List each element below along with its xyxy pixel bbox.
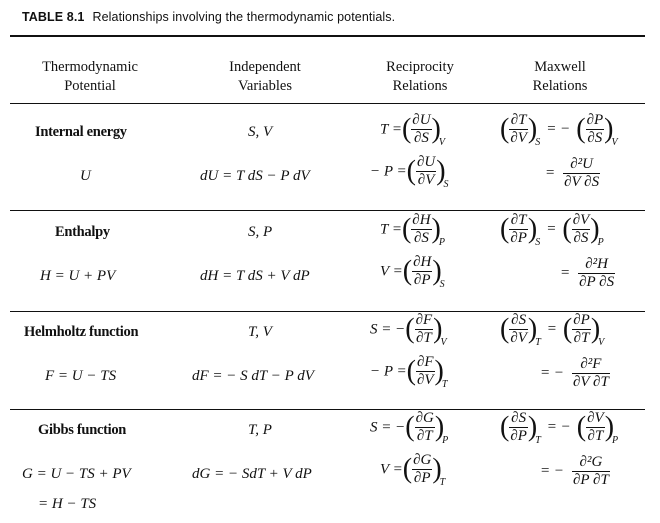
- header-variables: Independent Variables: [229, 59, 301, 94]
- maxwell-equals: = −: [546, 121, 571, 138]
- independent-variables: S, P: [248, 224, 273, 240]
- subscript: T: [535, 336, 541, 348]
- subscript: T: [535, 434, 541, 446]
- left-paren: (: [406, 155, 416, 187]
- numerator: ∂F: [416, 354, 434, 370]
- right-paren: ): [434, 355, 444, 387]
- denominator: ∂P: [413, 470, 431, 486]
- fraction: [416, 154, 436, 189]
- subscript: S: [439, 278, 445, 290]
- maxwell-lhs-derivative: [500, 312, 541, 348]
- subscript: V: [611, 136, 618, 148]
- fraction: [572, 312, 591, 347]
- denominator: ∂T: [416, 428, 433, 444]
- right-paren: ): [436, 155, 446, 187]
- reciprocity-relation: [380, 112, 445, 148]
- reciprocity-lhs: S = −: [370, 419, 406, 436]
- maxwell-rhs-derivative: [576, 112, 618, 148]
- subscript: V: [440, 336, 447, 348]
- reciprocity-derivative: [402, 452, 446, 488]
- maxwell-equals: =: [546, 221, 557, 238]
- fraction: [509, 312, 528, 347]
- reciprocity-derivative: [401, 112, 445, 148]
- subscript: V: [438, 136, 445, 148]
- reciprocity-derivative: [405, 312, 447, 348]
- subscript: P: [442, 434, 449, 446]
- fraction: [415, 312, 434, 347]
- reciprocity-lhs: − P =: [370, 163, 407, 180]
- denominator: ∂V: [510, 130, 527, 146]
- denominator: ∂V: [510, 330, 527, 346]
- reciprocity-relation: [370, 154, 449, 190]
- numerator: ∂²H: [578, 256, 615, 274]
- left-paren: (: [500, 113, 510, 145]
- right-paren: ): [590, 213, 600, 245]
- reciprocity-relation: [370, 354, 447, 390]
- left-paren: (: [500, 313, 510, 345]
- reciprocity-lhs: T =: [380, 221, 402, 238]
- denominator: ∂V ∂T: [573, 374, 609, 390]
- left-paren: (: [576, 113, 586, 145]
- reciprocity-relation: [380, 452, 445, 488]
- maxwell-equals: =: [560, 265, 571, 281]
- left-paren: (: [401, 113, 412, 145]
- maxwell-lhs-derivative: [500, 112, 541, 148]
- left-paren: (: [562, 313, 573, 345]
- fraction: [509, 212, 528, 247]
- reciprocity-relation: [380, 212, 445, 248]
- reciprocity-derivative: [406, 154, 449, 190]
- maxwell-equals: =: [546, 321, 557, 338]
- maxwell-rhs-derivative: [576, 410, 619, 446]
- right-paren: ): [433, 313, 443, 345]
- subscript: S: [535, 136, 541, 148]
- denominator: ∂S: [413, 230, 429, 246]
- numerator: ∂S: [511, 312, 527, 328]
- fraction: [509, 112, 528, 147]
- numerator: ∂F: [415, 312, 433, 328]
- maxwell-rhs-derivative: [562, 212, 604, 248]
- subscript: P: [597, 236, 604, 248]
- reciprocity-relation: [370, 312, 447, 348]
- subscript: S: [443, 178, 449, 190]
- denominator: ∂S: [587, 130, 603, 146]
- potential-symbol: F = U − TS: [45, 368, 117, 384]
- header-maxwell: Maxwell Relations: [532, 59, 588, 94]
- numerator: ∂U: [416, 154, 436, 170]
- reciprocity-derivative: [406, 354, 448, 390]
- fraction: [411, 112, 431, 147]
- independent-variables: T, V: [248, 324, 272, 340]
- potential-symbol: U: [80, 168, 91, 184]
- differential-relation: dU = T dS − P dV: [200, 168, 310, 184]
- fraction: [412, 254, 432, 289]
- numerator: ∂²F: [572, 356, 610, 374]
- second-derivative: [572, 356, 610, 391]
- potential-name: Gibbs function: [38, 422, 127, 438]
- subscript: S: [535, 236, 541, 248]
- fraction: [412, 452, 432, 487]
- subscript: T: [441, 378, 448, 390]
- numerator: ∂V: [572, 212, 590, 228]
- second-derivative: [572, 454, 610, 489]
- left-paren: (: [562, 213, 572, 245]
- denominator: ∂T: [573, 330, 590, 346]
- top-rule: [10, 35, 645, 37]
- table-caption: [22, 10, 395, 24]
- second-derivative-relation: [545, 156, 600, 191]
- second-derivative: [563, 156, 600, 191]
- reciprocity-lhs: − P =: [370, 363, 407, 380]
- maxwell-equals: = −: [540, 365, 564, 381]
- subscript: P: [438, 236, 445, 248]
- denominator: ∂V ∂S: [564, 174, 600, 190]
- denominator: ∂S: [413, 130, 429, 146]
- maxwell-equals: = −: [546, 419, 571, 436]
- left-paren: (: [402, 255, 413, 287]
- reciprocity-lhs: V =: [380, 263, 403, 280]
- maxwell-relation: [500, 212, 604, 248]
- denominator: ∂P ∂S: [579, 274, 615, 290]
- fraction: [416, 354, 435, 389]
- reciprocity-lhs: V =: [380, 461, 403, 478]
- potential-symbol: G = U − TS + PV: [22, 466, 131, 482]
- numerator: ∂²U: [563, 156, 600, 174]
- denominator: ∂S: [573, 230, 589, 246]
- reciprocity-lhs: T =: [380, 121, 402, 138]
- potential-name: Internal energy: [35, 124, 127, 140]
- fraction: [411, 212, 431, 247]
- numerator: ∂G: [413, 452, 432, 468]
- second-derivative: [578, 256, 615, 291]
- left-paren: (: [500, 411, 510, 443]
- left-paren: (: [405, 411, 415, 443]
- differential-relation: dG = − SdT + V dP: [192, 466, 312, 482]
- numerator: ∂G: [415, 410, 434, 426]
- potential-symbol-cont: = H − TS: [38, 496, 97, 512]
- differential-relation: dH = T dS + V dP: [200, 268, 310, 284]
- right-paren: ): [431, 113, 441, 145]
- reciprocity-relation: [370, 410, 448, 446]
- differential-relation: dF = − S dT − P dV: [192, 368, 314, 384]
- right-paren: ): [527, 313, 538, 345]
- right-paren: ): [432, 255, 442, 287]
- table-title: Relationships involving the thermodynamic potentials.: [92, 10, 396, 24]
- right-paren: ): [527, 411, 538, 443]
- subscript: V: [598, 336, 605, 348]
- numerator: ∂S: [511, 410, 527, 426]
- header-rule: [10, 103, 645, 104]
- reciprocity-derivative: [405, 410, 449, 446]
- numerator: ∂P: [573, 312, 590, 328]
- maxwell-lhs-derivative: [500, 410, 541, 446]
- right-paren: ): [527, 113, 538, 145]
- fraction: [572, 212, 591, 247]
- maxwell-relation: [500, 410, 618, 446]
- reciprocity-lhs: S = −: [370, 321, 406, 338]
- subscript: P: [612, 434, 619, 446]
- right-paren: ): [431, 213, 441, 245]
- right-paren: ): [434, 411, 445, 443]
- denominator: ∂V: [417, 172, 435, 188]
- fraction: [586, 410, 605, 445]
- row-divider: [10, 210, 645, 211]
- second-derivative-relation: [540, 356, 610, 391]
- maxwell-equals: = −: [540, 463, 564, 479]
- reciprocity-derivative: [401, 212, 445, 248]
- denominator: ∂P: [510, 230, 527, 246]
- numerator: ∂H: [413, 254, 432, 270]
- right-paren: ): [604, 411, 615, 443]
- table-label: TABLE 8.1: [22, 10, 85, 24]
- fraction: [509, 410, 528, 445]
- independent-variables: T, P: [248, 422, 272, 438]
- numerator: ∂V: [587, 410, 604, 426]
- denominator: ∂T: [415, 330, 432, 346]
- denominator: ∂P: [413, 272, 431, 288]
- numerator: ∂T: [510, 112, 527, 128]
- maxwell-equals: =: [545, 165, 556, 181]
- potential-name: Helmholtz function: [24, 324, 139, 340]
- denominator: ∂T: [587, 428, 604, 444]
- reciprocity-derivative: [402, 254, 445, 290]
- left-paren: (: [406, 355, 416, 387]
- right-paren: ): [527, 213, 538, 245]
- left-paren: (: [401, 213, 412, 245]
- denominator: ∂P ∂T: [573, 472, 609, 488]
- left-paren: (: [402, 453, 413, 485]
- numerator: ∂²G: [572, 454, 610, 472]
- potential-name: Enthalpy: [55, 224, 110, 240]
- fraction: [415, 410, 435, 445]
- header-reciprocity: Reciprocity Relations: [386, 59, 454, 94]
- independent-variables: S, V: [248, 124, 273, 140]
- numerator: ∂P: [586, 112, 604, 128]
- reciprocity-relation: [380, 254, 445, 290]
- numerator: ∂T: [510, 212, 527, 228]
- denominator: ∂V: [416, 372, 434, 388]
- left-paren: (: [405, 313, 415, 345]
- fraction: [586, 112, 605, 147]
- maxwell-lhs-derivative: [500, 212, 541, 248]
- left-paren: (: [576, 411, 587, 443]
- right-paren: ): [432, 453, 442, 485]
- left-paren: (: [500, 213, 510, 245]
- maxwell-rhs-derivative: [562, 312, 605, 348]
- second-derivative-relation: [540, 454, 610, 489]
- header-potential: Thermodynamic Potential: [42, 59, 138, 94]
- right-paren: ): [590, 313, 601, 345]
- potential-symbol: H = U + PV: [40, 268, 116, 284]
- numerator: ∂U: [412, 112, 431, 128]
- numerator: ∂H: [412, 212, 431, 228]
- right-paren: ): [604, 113, 614, 145]
- denominator: ∂P: [510, 428, 527, 444]
- maxwell-relation: [500, 312, 604, 348]
- second-derivative-relation: [560, 256, 615, 291]
- subscript: T: [439, 476, 446, 488]
- maxwell-relation: [500, 112, 618, 148]
